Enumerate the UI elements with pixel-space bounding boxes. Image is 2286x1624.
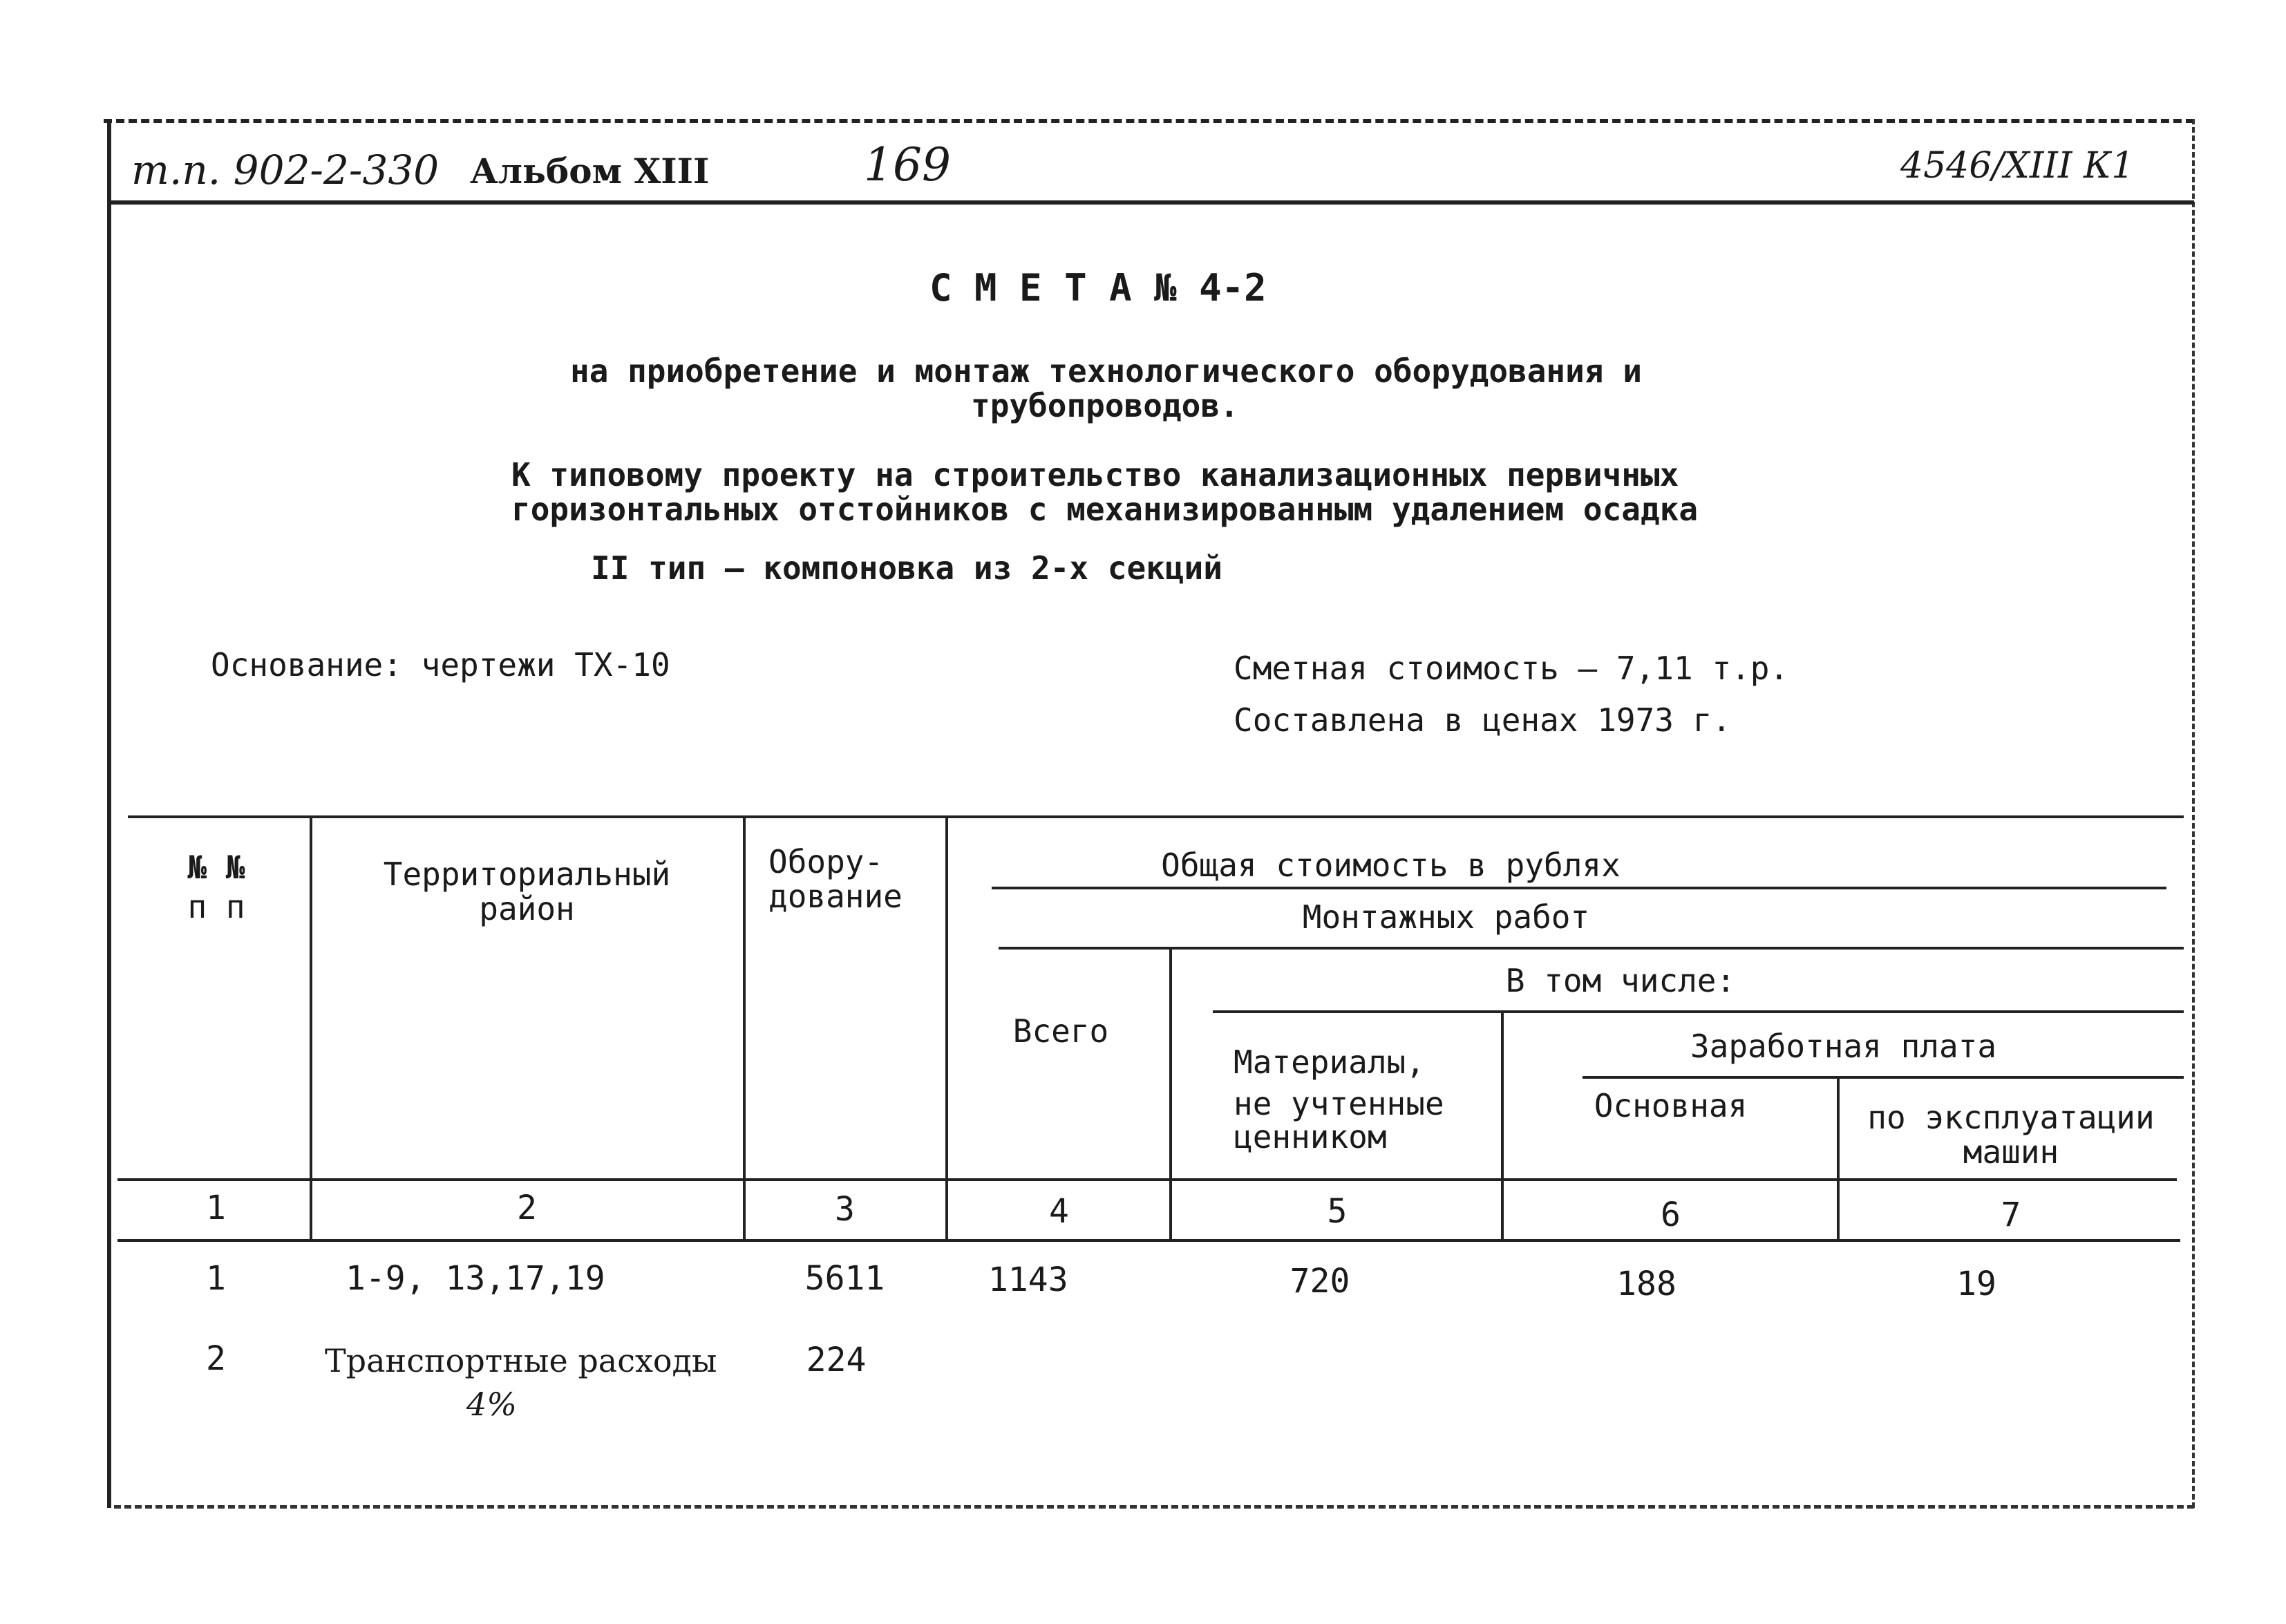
header-machines-line-2: машин [1963,1133,2059,1171]
col-divider-4 [1169,947,1172,1240]
total-cost-underline [992,887,2166,889]
frame-top-border [104,119,2194,123]
frame-left-border [107,119,111,1508]
salary-underline [1583,1076,2184,1079]
header-equipment-line-1: Обору- [768,843,884,880]
header-machines-line-1: по эксплуатации [1867,1099,2155,1136]
row-1-total: 1143 [988,1261,1068,1299]
row-2-region: Транспортные расходы [325,1342,717,1379]
column-number-6: 6 [1661,1196,1681,1234]
table-top-line [128,815,2184,818]
row-1-num: 1 [206,1259,226,1298]
header-region-line-1: Территориальный [383,856,671,893]
project-line-2: горизонтальных отстойников с механизированным удалением осадка [511,491,1699,528]
prices-year: Составлена в ценах 1973 г. [1234,701,1732,739]
type-line: II тип – компоновка из 2-х секций [591,549,1222,587]
column-number-5: 5 [1327,1192,1348,1231]
col-divider-5 [1501,1010,1504,1240]
header-materials-line-1: Материалы, [1234,1044,1425,1081]
estimated-cost: Сметная стоимость – 7,11 т.р. [1234,650,1789,687]
column-numbers-bottom-line [117,1239,2180,1242]
header-salary: Заработная плата [1690,1028,1997,1065]
row-1-region: 1-9, 13,17,19 [346,1259,605,1298]
column-number-7: 7 [2001,1196,2021,1234]
project-code: т.п. 902-2-330 [131,147,440,193]
row-1-materials: 720 [1290,1262,1350,1301]
frame-right-border [2192,119,2195,1508]
column-number-3: 3 [835,1190,855,1229]
row-2-region-note: 4% [466,1386,517,1423]
header-including: В том числе: [1505,962,1736,999]
header-materials-line-3: ценником [1234,1118,1387,1155]
row-1-equipment: 5611 [804,1259,885,1298]
installation-underline [999,947,2184,950]
row-1-basic: 188 [1616,1265,1676,1303]
header-basic: Основная [1594,1087,1748,1124]
including-underline [1213,1010,2184,1013]
header-divider [107,200,2194,205]
col-divider-6 [1837,1076,1840,1240]
project-line-1: К типовому проекту на строительство канализационных первичных [511,456,1679,493]
header-region-line-2: район [479,890,575,927]
column-number-1: 1 [206,1189,226,1227]
col-divider-2 [743,815,746,1240]
header-equipment-line-2: дование [768,878,903,915]
header-total: Всего [1012,1012,1109,1050]
col-divider-1 [310,815,312,1240]
header-installation: Монтажных работ [1302,898,1590,936]
purpose-line-1: на приобретение и монтаж технологического оборудования и [570,352,1642,390]
row-2-num: 2 [206,1339,226,1378]
row-2-equipment: 224 [806,1341,867,1379]
column-number-4: 4 [1049,1192,1069,1231]
header-total-cost: Общая стоимость в рублях [1161,847,1621,884]
page-number: 169 [864,138,951,191]
header-num-line-2: п п [187,888,245,925]
purpose-line-2: трубопроводов. [971,387,1239,424]
header-num-line-1: № № [187,849,245,886]
document-title: С М Е Т А № 4-2 [929,266,1267,310]
archive-code: 4546/XIII К1 [1900,145,2135,187]
header-bottom-line [117,1178,2177,1181]
col-divider-3 [945,815,948,1240]
album-label: Альбом XIII [470,151,710,191]
frame-bottom-border [114,1505,2194,1509]
row-1-machines: 19 [1956,1265,1996,1303]
header-materials-line-2: не учтенные [1234,1085,1444,1122]
column-number-2: 2 [517,1189,537,1227]
basis-text: Основание: чертежи ТХ-10 [211,646,670,683]
